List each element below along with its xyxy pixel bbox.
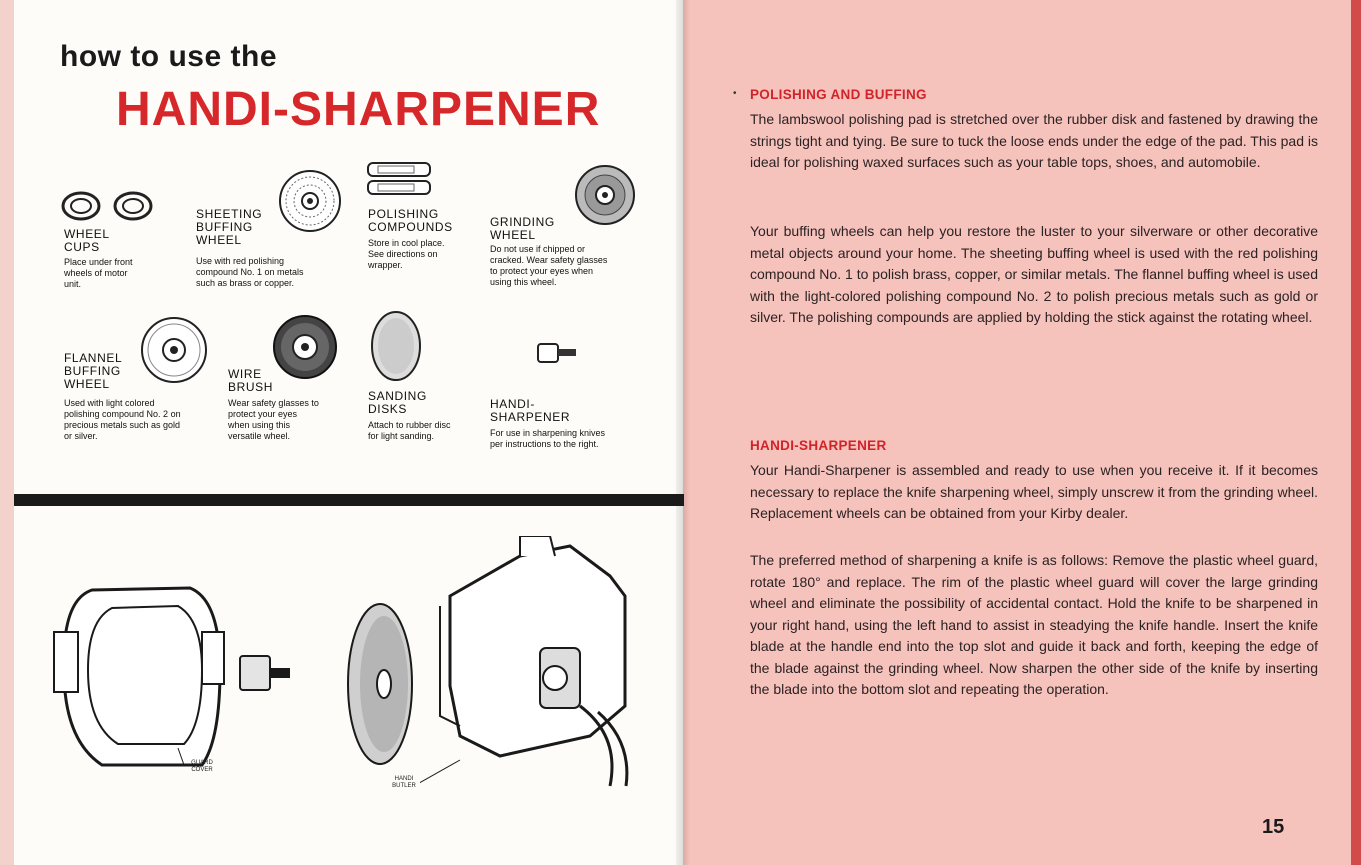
section-divider bbox=[14, 494, 684, 506]
polishing-heading: POLISHING AND BUFFING bbox=[750, 87, 927, 102]
sanding-disks-description: Attach to rubber disc for light sanding. bbox=[368, 420, 451, 441]
sanding-disks-image bbox=[366, 308, 426, 384]
sanding-disks-label: SANDING DISKS bbox=[368, 389, 427, 416]
page-edge-right bbox=[1351, 0, 1361, 865]
grinding-wheel-description: Do not use if chipped or cracked. Wear safety glasses to protect your eyes when using this wheel. bbox=[490, 244, 608, 287]
sheeting-buffing-wheel-image bbox=[276, 166, 344, 236]
grinding-wheel-label: GRINDING WHEEL bbox=[490, 215, 555, 242]
polishing-compounds-image bbox=[366, 160, 436, 198]
polishing-paragraph-2: Your buffing wheels can help you restore the luster to your silverware or other decorative metal objects around your home. The sheeting buffing wheel is used with the red polishing compound No. 1 to polish brass, copper, or similar metals. The flannel buffing wheel is used with the light-colored polishing compound No. 2 to polish precious metals such as gold or silver. The polishing compounds are applied by holding the stick against the rotating wheel. bbox=[750, 223, 1318, 325]
flannel-buffing-wheel-label: FLANNEL BUFFING WHEEL bbox=[64, 351, 123, 391]
handi-sharpener-label: HANDI- SHARPENER bbox=[490, 397, 571, 424]
book-spine bbox=[676, 0, 690, 865]
page-title: HANDI-SHARPENER bbox=[116, 83, 601, 136]
polishing-compounds-description: Store in cool place. See directions on wrapper. bbox=[368, 238, 445, 270]
sharpener-paragraph-1: Your Handi-Sharpener is assembled and ready to use when you receive it. If it becomes necessary to replace the knife sharpening wheel, simply unscrew it from the grinding wheel. Replacement wheels can be obtained from your Kirby dealer. bbox=[750, 462, 1318, 521]
flannel-buffing-wheel-image bbox=[138, 312, 210, 388]
sharpener-paragraph-2: The preferred method of sharpening a knife is as follows: Remove the plastic wheel guard, rotate 180° and replace. The rim of the plastic wheel guard will cover the large grinding wheel and eliminate the possibility of accidental contact. Hold the knife to be sharpened in your right hand, using the left hand to assist in steadying the knife handle. Insert the knife blade at the handle end into the top slot and guide it back and forth, keeping the edge of the blade against the grinding wheel. Now sharpen the other side of the knife by inserting the blade into the bottom slot and repeating the operation. bbox=[750, 552, 1318, 697]
sharpener-wheel-drawing bbox=[234, 648, 298, 698]
flannel-buffing-wheel-description: Used with light colored polishing compound No. 2 on precious metals such as gold or silver. bbox=[64, 398, 181, 441]
wire-brush-description: Wear safety glasses to protect your eyes when using this versatile wheel. bbox=[228, 398, 319, 441]
guard-cover-callout: GUARD COVER bbox=[191, 760, 213, 773]
handi-butler-drawing bbox=[420, 536, 650, 788]
page-edge-left bbox=[0, 0, 14, 865]
wheel-cups-label: WHEEL CUPS bbox=[64, 227, 110, 254]
polishing-paragraph-1: The lambswool polishing pad is stretched over the rubber disk and fastened by drawing the strings tight and tying. Be sure to tuck the loose ends under the edge of the pad. This pad is ideal for polishing waxed surfaces such as your table tops, shoes, and automobile. bbox=[750, 111, 1318, 170]
wheel-cups-description: Place under front wheels of motor unit. bbox=[64, 257, 133, 289]
sheeting-buffing-wheel-description: Use with red polishing compound No. 1 on metals such as brass or copper. bbox=[196, 256, 304, 288]
wheel-cups-image bbox=[56, 186, 166, 226]
grinding-wheel-image bbox=[572, 160, 638, 230]
bullet-dot: • bbox=[733, 88, 737, 99]
page-number: 15 bbox=[1262, 816, 1285, 838]
handi-sharpener-description: For use in sharpening knives per instructions to the right. bbox=[490, 428, 606, 449]
sharpener-heading: HANDI-SHARPENER bbox=[750, 438, 887, 453]
sheeting-buffing-wheel-label: SHEETING BUFFING WHEEL bbox=[196, 207, 263, 247]
grinding-wheel-drawing bbox=[340, 596, 422, 772]
wire-brush-label: WIRE BRUSH bbox=[228, 367, 274, 394]
guard-cover-drawing bbox=[52, 560, 228, 790]
wire-brush-image bbox=[270, 310, 340, 384]
page-heading: how to use the bbox=[60, 40, 277, 73]
polishing-compounds-label: POLISHING COMPOUNDS bbox=[368, 207, 453, 234]
handi-butler-callout: HANDI BUTLER bbox=[392, 776, 416, 789]
handi-sharpener-image bbox=[534, 338, 582, 368]
